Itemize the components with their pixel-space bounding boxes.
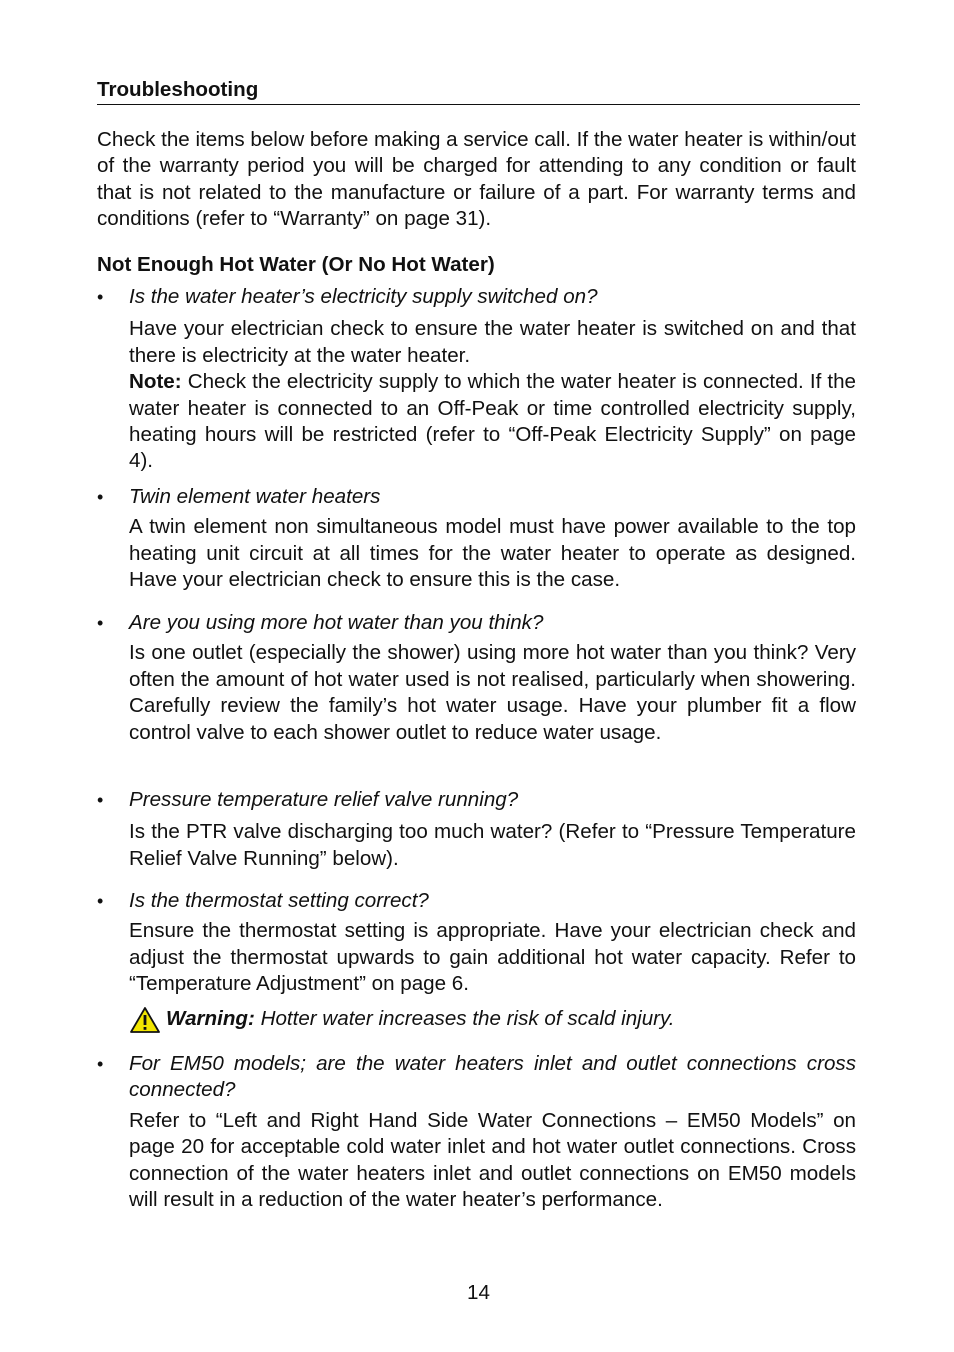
bullet-icon: • bbox=[97, 1054, 104, 1074]
list-item bbox=[97, 484, 856, 594]
intro-paragraph: Check the items below before making a service call. If the water heater is within/out of the warranty period you will be charged for attending to any condition or fault that is not related to the manufacture or failure of a part. For warranty terms and conditions (refer to “Warranty” on page 31). bbox=[97, 128, 856, 231]
item-answer: Ensure the thermostat setting is appropriate. Have your electrician check and adjust the thermostat upwards to gain additional hot water capacity. Refer to “Temperature Adjustment” on page 6. bbox=[129, 919, 856, 996]
item-answer: Is one outlet (especially the shower) using more hot water than you think? Very often the amount of hot water used is not realised, particularly when showering. Carefully review the family’s hot water usage. Have your plumber fit a flow control valve to each shower outlet to reduce water usage. bbox=[129, 641, 856, 744]
list-item bbox=[97, 787, 856, 872]
item-question: Twin element water heaters bbox=[129, 485, 381, 508]
item-question: For EM50 models; are the water heaters inlet and outlet connections cross connected? bbox=[129, 1052, 856, 1102]
item-answer: Refer to “Left and Right Hand Side Water Connections – EM50 Models” on page 20 for acceptable cold water inlet and hot water outlet connections. Cross connection of the water heaters inlet and outlet connections on EM50 models will result in a reduction of the water heater’s performance. bbox=[129, 1108, 856, 1212]
item-question: Pressure temperature relief valve running? bbox=[129, 788, 519, 811]
warning-text bbox=[166, 1006, 675, 1032]
item-answer-block bbox=[129, 514, 856, 593]
bullet-icon: • bbox=[97, 891, 104, 911]
item-answer: Have your electrician check to ensure the water heater is switched on and that there is electricity at the water heater. bbox=[129, 317, 856, 367]
page-number: 14 bbox=[467, 1281, 490, 1304]
list-item bbox=[97, 888, 856, 1034]
item-answer-block bbox=[129, 1108, 856, 1214]
warning-message: Hotter water increases the risk of scald injury. bbox=[254, 1006, 675, 1030]
list-item bbox=[97, 1051, 856, 1213]
bullet-icon: • bbox=[97, 487, 104, 507]
item-answer-block bbox=[129, 918, 856, 997]
item-question: Is the thermostat setting correct? bbox=[129, 889, 429, 912]
list-item bbox=[97, 284, 856, 475]
bullet-icon: • bbox=[97, 613, 104, 633]
item-answer: A twin element non simultaneous model must have power available to the top heating unit circuit at all times for the water heater to operate as designed. Have your electrician check to ensure this is the case. bbox=[129, 515, 856, 592]
warning-label: Warning: bbox=[166, 1006, 255, 1030]
item-answer-block bbox=[129, 819, 856, 872]
item-answer-block bbox=[129, 316, 856, 474]
list-item bbox=[97, 610, 856, 746]
item-question: Are you using more hot water than you think? bbox=[129, 611, 544, 634]
document-page bbox=[97, 0, 860, 1352]
item-question: Is the water heater’s electricity supply switched on? bbox=[129, 285, 598, 308]
section-title: Troubleshooting bbox=[97, 76, 860, 105]
note-label: Note: bbox=[129, 370, 182, 394]
subheading: Not Enough Hot Water (Or No Hot Water) bbox=[97, 253, 495, 276]
item-answer-block bbox=[129, 640, 856, 746]
bullet-icon: • bbox=[97, 287, 104, 307]
bullet-icon: • bbox=[97, 790, 104, 810]
item-note bbox=[129, 369, 856, 475]
warning-callout bbox=[129, 1006, 856, 1034]
item-answer: Is the PTR valve discharging too much water? (Refer to “Pressure Temperature Relief Valve Running” below). bbox=[129, 820, 856, 870]
warning-triangle-icon bbox=[129, 1006, 161, 1034]
note-text: Check the electricity supply to which the water heater is connected. If the water heater is connected to an Off-Peak or time controlled electricity supply, heating hours will be restricted (refer to “Off-Peak Electricity Supply” on page 4). bbox=[129, 370, 856, 473]
